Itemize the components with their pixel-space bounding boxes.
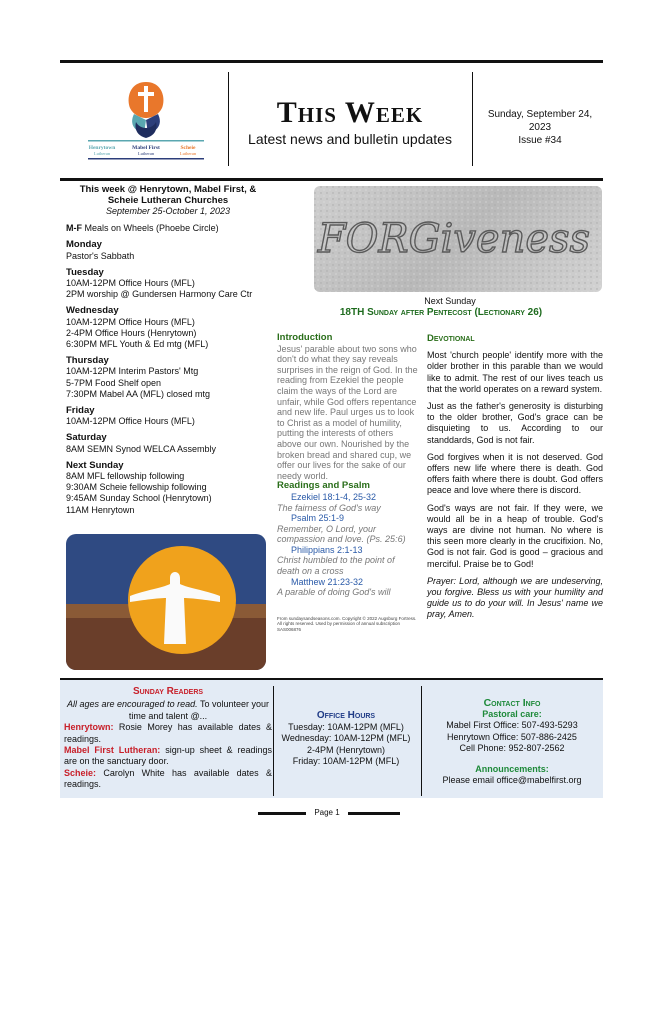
header-divider-left — [228, 72, 229, 166]
logo-label-1: Henrytown — [88, 145, 116, 151]
schedule-item: 9:30AM Scheie fellowship following — [66, 482, 207, 493]
readings-list — [277, 492, 419, 598]
schedule-item: 2-4PM Office Hours (Henrytown) — [66, 327, 197, 338]
schedule-item: 11AM Henrytown — [66, 504, 135, 515]
svg-text:Lutheran: Lutheran — [179, 151, 197, 156]
devotional-prayer: Prayer: Lord, although we are undeserving, you forgive. Bless us with your humility and guide us to do your will. In Jesus' name we pray, Amen. — [427, 575, 603, 620]
reading-ref: Philippians 2:1-13 — [291, 544, 363, 555]
header-rule — [60, 178, 603, 181]
schedule-item: 7:30PM Mabel AA (MFL) closed mtg — [66, 388, 211, 399]
contact-line: Mabel First Office: 507-493-5293 — [446, 720, 578, 731]
pastoral-care-label: Pastoral care: — [482, 709, 542, 720]
sunday-readers-box — [64, 686, 272, 791]
svg-text:Scheie: Scheie — [180, 145, 196, 151]
footer-rule-left — [258, 812, 306, 815]
office-line: 2-4PM (Henrytown) — [306, 744, 386, 755]
schedule-item: 10AM-12PM Office Hours (MFL) — [66, 278, 195, 289]
schedule-item: 8AM MFL fellowship following — [66, 471, 185, 482]
readers-entry-text: Rosie Morey has available dates & readings. — [64, 722, 272, 744]
readers-entry-label: Scheie: — [64, 767, 97, 778]
office-line: Wednesday: 10AM-12PM (MFL) — [281, 733, 411, 744]
svg-text:Lutheran: Lutheran — [93, 151, 111, 156]
devotional-paragraph: Most 'church people' identify more with the older brother in this parable than we would like to admit. The rest of our lives teach us that the world operates on a reward system. — [427, 350, 603, 394]
forgiveness-word: FORGiveness — [317, 216, 591, 262]
contact-line: Cell Phone: 952-807-2562 — [459, 742, 565, 753]
readers-intro-rest: To volunteer your time and talent @... — [128, 699, 269, 721]
readings-column — [277, 333, 419, 632]
schedule-item: 8AM SEMN Synod WELCA Assembly — [66, 443, 217, 454]
schedule-item: 10AM-12PM Office Hours (MFL) — [66, 416, 195, 427]
issue-date-block — [476, 108, 604, 147]
office-line: Tuesday: 10AM-12PM (MFL) — [288, 722, 404, 733]
schedule-item: Pastor's Sabbath — [66, 250, 135, 261]
schedule-heading: This week @ Henrytown, Mabel First, & Scheie Lutheran Churches — [79, 184, 257, 206]
weekly-schedule — [66, 184, 270, 516]
header-divider-right — [472, 72, 473, 166]
christ-statue-image — [66, 534, 266, 670]
day-title: Thursday — [66, 355, 109, 367]
devotional-heading: Devotional — [427, 333, 475, 344]
office-heading: Office Hours — [316, 710, 376, 721]
devotional-paragraph: God forgives when it is not deserved. God offers new life where there is death. God offers faith where there is doubt. God offers peace and love where there is discord. — [427, 451, 603, 496]
contact-line: Henrytown Office: 507-886-2425 — [447, 731, 577, 742]
page-number: Page 1 — [314, 808, 340, 817]
schedule-dates: September 25-October 1, 2023 — [105, 206, 231, 216]
office-line: Friday: 10AM-12PM (MFL) — [292, 755, 400, 766]
reading-ref: Psalm 25:1-9 — [291, 513, 345, 524]
day-list — [66, 239, 270, 515]
issue-number: Issue #34 — [518, 135, 562, 146]
sunday-title: 18TH Sunday after Pentecost (Lectionary 26) — [339, 307, 543, 318]
devotional-paragraph: Just as the father's generosity is disturbing to the older brother, God's grace can be disquieting to us. According to our standdards, God is not fair. — [427, 401, 603, 445]
reading-caption: A parable of doing God's will — [277, 587, 391, 598]
readers-entry — [64, 722, 272, 745]
top-rule — [60, 60, 603, 63]
band-divider-left — [273, 686, 274, 796]
reading-caption: Christ humbled to the point of death on a cross — [277, 555, 395, 577]
readers-intro — [64, 699, 272, 722]
day-title: Wednesday — [66, 305, 119, 317]
readers-entry — [64, 745, 272, 768]
contact-info-box — [425, 698, 599, 786]
reading-caption: Remember, O Lord, your compassion and love. (Ps. 25:6) — [277, 523, 406, 545]
schedule-item: 10AM-12PM Office Hours (MFL) — [66, 316, 195, 327]
footer-rule-right — [348, 812, 400, 815]
devotional-paragraph: God's ways are not fair. If they were, we would all be in a heap of trouble. God's ways are divine not human. No where is this seen more clearly in the crucifixion. No, God is not fair. God is good – gracious and merciful. Praise be to God! — [427, 502, 603, 569]
schedule-item: 10AM-12PM Interim Pastors' Mtg — [66, 366, 199, 377]
day-title: Next Sunday — [66, 459, 124, 471]
reading-ref: Ezekiel 18:1-4, 25-32 — [291, 491, 377, 502]
schedule-item: 6:30PM MFL Youth & Ed mtg (MFL) — [66, 339, 209, 350]
church-logo — [84, 78, 208, 162]
readers-heading: Sunday Readers — [132, 686, 204, 697]
copyright-note: From sundaysandseasons.com. Copyright © 2022 Augsburg Fortress. All rights reserved. Used by permission of annual subscription SAS006876 — [277, 615, 417, 632]
readers-entry-label: Henrytown: — [64, 722, 114, 733]
announcements-label: Announcements: — [475, 764, 549, 775]
svg-text:Mabel First: Mabel First — [132, 145, 160, 151]
page-subtitle: Latest news and bulletin updates — [248, 131, 452, 147]
readers-entry-text: Carolyn White has available dates & readings. — [64, 767, 272, 790]
devotional-column — [427, 333, 603, 627]
reading-ref: Matthew 21:23-32 — [291, 576, 364, 587]
intro-text: Jesus' parable about two sons who don't do what they say reveals surprises in the reign of God. In the reading from Ezekiel the people claim the ways of the Lord are unfair, while God offers repentance and new life. Paul urges us to look to Christ as a model of humility, putting the interests of others above our own. Nourished by the broken bread and shared cup, we offer our lives for the sake of our needy world. — [277, 343, 418, 481]
day-title: Friday — [66, 405, 95, 417]
readers-entry-label: Mabel First Lutheran: — [64, 745, 161, 756]
readers-intro-italic: All ages are encouraged to read. — [67, 699, 198, 710]
band-divider-right — [421, 686, 422, 796]
page-title: This Week — [276, 96, 424, 129]
office-hours-box — [275, 710, 417, 767]
day-title: Tuesday — [66, 266, 104, 278]
day-title: Saturday — [66, 432, 107, 444]
announcements-email[interactable]: Please email office@mabelfirst.org — [442, 775, 582, 786]
day-title: Monday — [66, 239, 102, 251]
issue-date: Sunday, September 24, 2023 — [487, 109, 593, 133]
readers-entry — [64, 768, 272, 791]
intro-heading: Introduction — [277, 332, 333, 343]
readers-entry-text: sign-up sheet & readings are on the sanctuary door. — [64, 745, 272, 767]
schedule-item: 2PM worship @ Gundersen Harmony Care Ctr — [66, 289, 253, 300]
mw-label: M-F — [66, 223, 82, 234]
contact-heading: Contact Info — [483, 697, 541, 709]
schedule-item: 9:45AM Sunday School (Henrytown) — [66, 493, 212, 504]
forgiveness-sand-image — [314, 186, 602, 292]
readings-heading: Readings and Psalm — [277, 480, 370, 492]
mw-text: Meals on Wheels (Phoebe Circle) — [84, 223, 219, 234]
reading-caption: The fairness of God's way — [277, 502, 381, 513]
schedule-item: 5-7PM Food Shelf open — [66, 377, 162, 388]
next-sunday-label: Next Sunday — [424, 296, 476, 306]
meals-on-wheels — [66, 223, 270, 234]
svg-text:Lutheran: Lutheran — [137, 151, 155, 156]
